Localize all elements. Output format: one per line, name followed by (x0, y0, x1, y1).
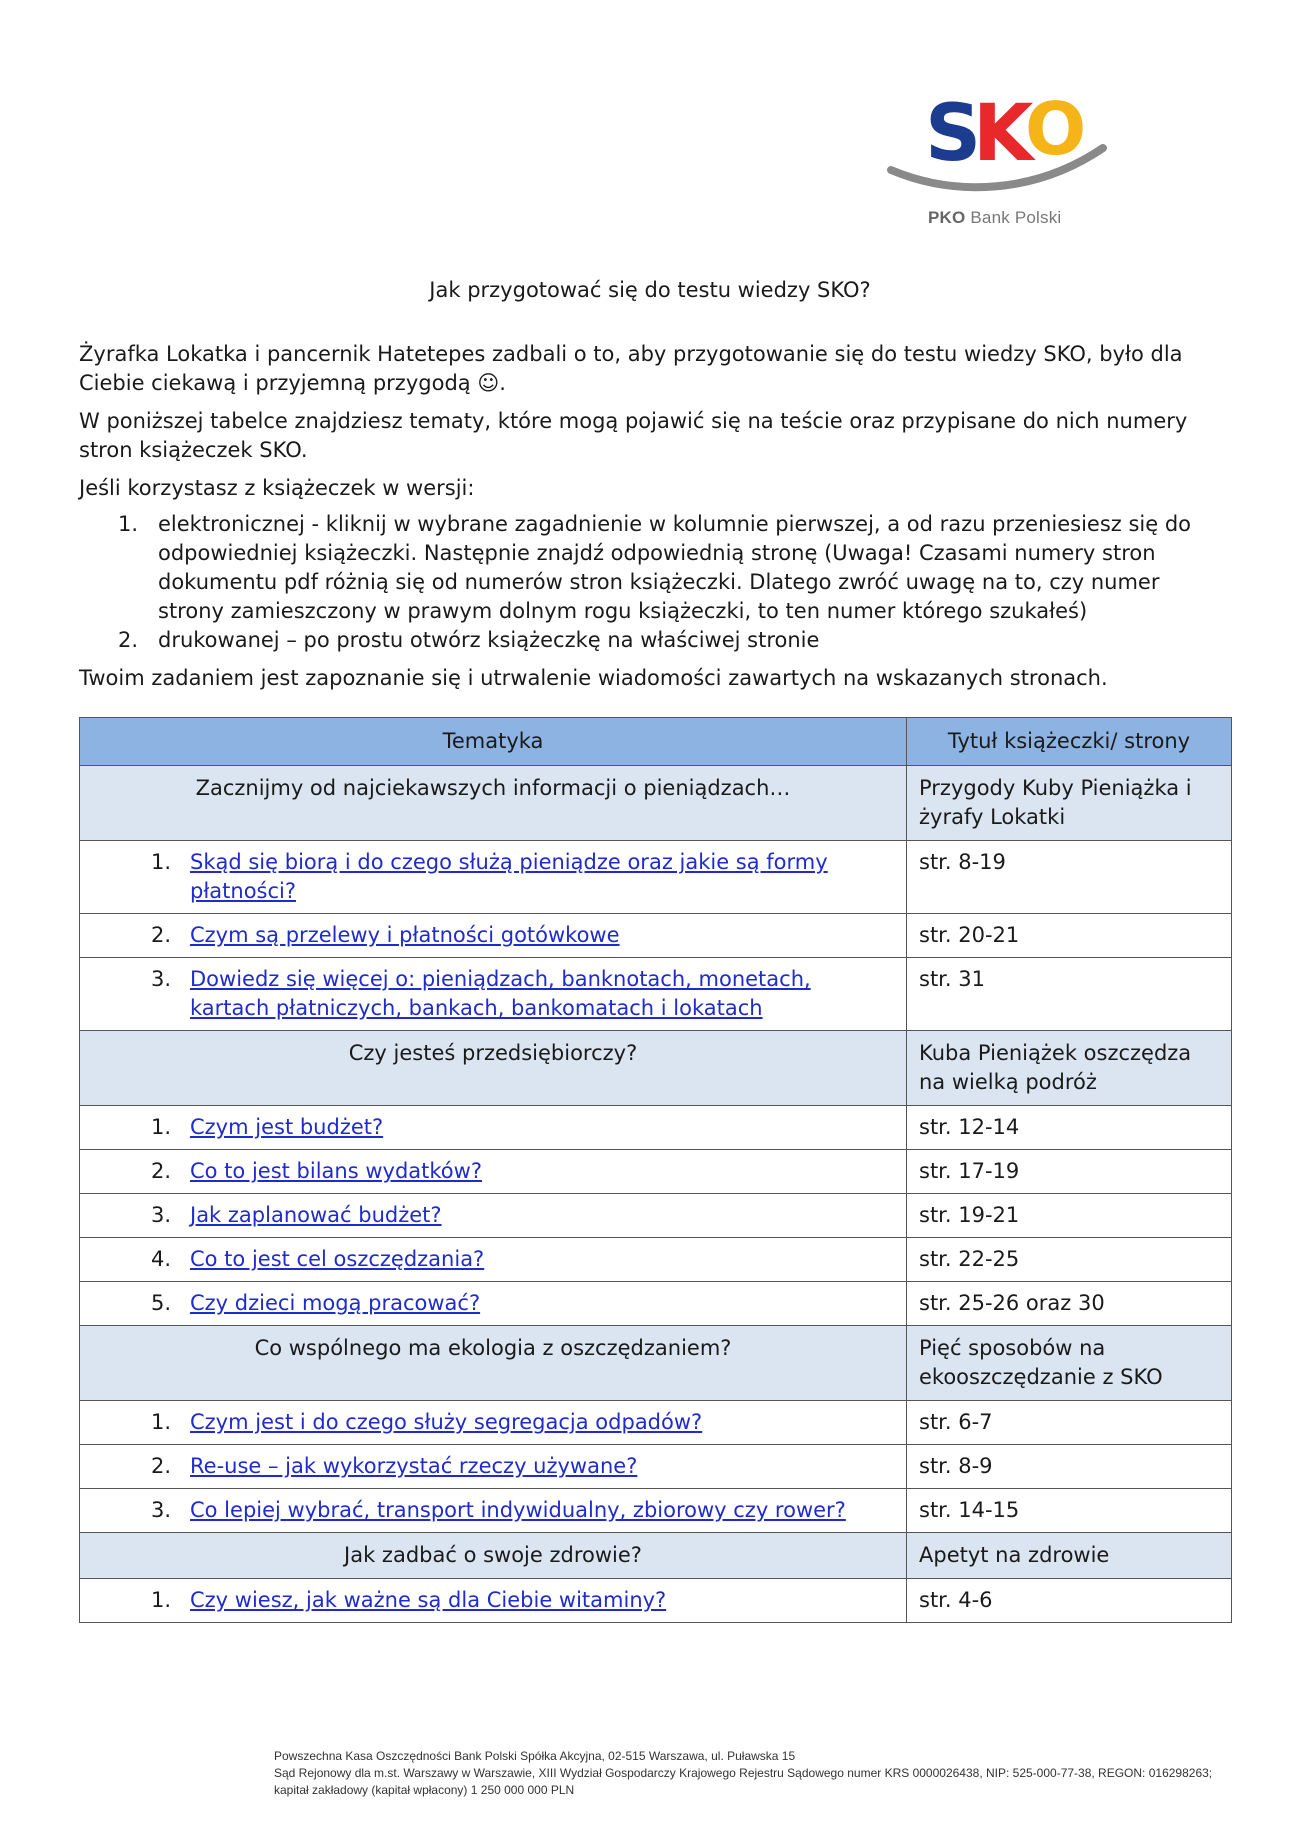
topic-cell (80, 1401, 907, 1445)
instruction-text: drukowanej – po prostu otwórz książeczkę na właściwej stronie (158, 628, 820, 652)
logo-tagline-bold: PKO (928, 208, 966, 227)
pages-cell: str. 4-6 (907, 1579, 1232, 1623)
topic-number: 1. (150, 1588, 171, 1612)
pages-cell: str. 20-21 (907, 914, 1232, 958)
pages-cell: str. 22-25 (907, 1238, 1232, 1282)
topic-cell (80, 1282, 907, 1326)
instruction-item (118, 626, 1218, 655)
topics-table (79, 717, 1232, 1623)
topic-link[interactable]: Skąd się biorą i do czego służą pieniądze oraz jakie są formy płatności? (190, 850, 828, 903)
pages-cell: str. 19-21 (907, 1194, 1232, 1238)
footer (274, 1748, 1234, 1799)
topic-cell (80, 841, 907, 914)
topic-link[interactable]: Jak zaplanować budżet? (190, 1203, 442, 1227)
pages-cell: str. 31 (907, 958, 1232, 1031)
pages-cell: str. 25-26 oraz 30 (907, 1282, 1232, 1326)
topic-cell (80, 1579, 907, 1623)
section-booklet-title: Przygody Kuby Pieniążka i żyrafy Lokatki (907, 766, 1232, 841)
topic-number: 2. (150, 1454, 171, 1478)
topic-cell (80, 1238, 907, 1282)
table-body (80, 766, 1232, 1623)
section-row (80, 1533, 1232, 1579)
topic-link[interactable]: Czym są przelewy i płatności gotówkowe (190, 923, 620, 947)
section-row (80, 766, 1232, 841)
footer-line-2: Sąd Rejonowy dla m.st. Warszawy w Warszawie, XIII Wydział Gospodarczy Krajowego Rejestru Sądowego numer KRS 0000026438, NIP: 525-000-77-38, REGON: 016298263; kapitał zakładowy (kapitał wpłacony) 1 250 000 000 PLN (274, 1766, 1213, 1797)
logo-tagline-rest: Bank Polski (965, 208, 1062, 227)
logo-letter-o: O (1025, 87, 1087, 171)
topic-number: 1. (150, 850, 171, 874)
pages-cell: str. 14-15 (907, 1489, 1232, 1533)
section-row (80, 1031, 1232, 1106)
table-row (80, 958, 1232, 1031)
table-row (80, 1579, 1232, 1623)
topic-number: 2. (150, 1159, 171, 1183)
table-row (80, 1401, 1232, 1445)
topic-cell (80, 1489, 907, 1533)
table-header-row (80, 718, 1232, 766)
intro-paragraph-3: Jeśli korzystasz z książeczek w wersji: (79, 476, 475, 500)
table-row (80, 1282, 1232, 1326)
pages-cell: str. 8-19 (907, 841, 1232, 914)
section-topic: Czy jesteś przedsiębiorczy? (80, 1031, 907, 1106)
topic-cell (80, 1445, 907, 1489)
table-row (80, 841, 1232, 914)
footer-line-1: Powszechna Kasa Oszczędności Bank Polski Spółka Akcyjna, 02-515 Warszawa, ul. Puławska 15 (274, 1749, 796, 1763)
sko-logo-graphic (885, 82, 1115, 207)
pages-cell: str. 6-7 (907, 1401, 1232, 1445)
instructions-list (118, 510, 1218, 655)
table-row (80, 914, 1232, 958)
pages-cell: str. 12-14 (907, 1106, 1232, 1150)
table-row (80, 1489, 1232, 1533)
instruction-text: elektronicznej - kliknij w wybrane zagadnienie w kolumnie pierwszej, a od razu przeniesiesz się do odpowiedniej książeczki. Następnie znajdź odpowiednią stronę (Uwaga! Czasami numery stron dokumentu pdf różnią się od numerów stron książeczki. Dlatego zwróć uwagę na to, czy numer strony zamieszczony w prawym dolnym rogu książeczki, to ten numer którego szukałeś) (158, 512, 1192, 623)
table-row (80, 1445, 1232, 1489)
table-row (80, 1194, 1232, 1238)
topic-cell (80, 958, 907, 1031)
topic-link[interactable]: Co lepiej wybrać, transport indywidualny, zbiorowy czy rower? (190, 1498, 846, 1522)
instruction-number: 1. (118, 512, 139, 536)
topic-cell (80, 1106, 907, 1150)
table-row (80, 1106, 1232, 1150)
topic-number: 1. (150, 1115, 171, 1139)
pages-cell: str. 8-9 (907, 1445, 1232, 1489)
topic-number: 3. (150, 1498, 171, 1522)
logo-letter-k: K (973, 89, 1034, 179)
page-title: Jak przygotować się do testu wiedzy SKO? (429, 278, 871, 302)
header-topic: Tematyka (80, 718, 907, 766)
topic-number: 1. (150, 1410, 171, 1434)
topic-link[interactable]: Dowiedz się więcej o: pieniądzach, banknotach, monetach, kartach płatniczych, bankach, bankomatach i lokatach (190, 967, 811, 1020)
intro-paragraph-2: W poniższej tabelce znajdziesz tematy, które mogą pojawić się na teście oraz przypisane do nich numery stron książeczek SKO. (79, 409, 1188, 462)
closing-paragraph: Twoim zadaniem jest zapoznanie się i utrwalenie wiadomości zawartych na wskazanych stronach. (79, 666, 1108, 690)
section-booklet-title: Pięć sposobów na ekooszczędzanie z SKO (907, 1326, 1232, 1401)
topic-number: 5. (150, 1291, 171, 1315)
logo-tagline (928, 208, 1061, 228)
topic-link[interactable]: Czym jest budżet? (190, 1115, 384, 1139)
topic-cell (80, 1150, 907, 1194)
topic-link[interactable]: Czy wiesz, jak ważne są dla Ciebie witaminy? (190, 1588, 667, 1612)
section-topic: Zacznijmy od najciekawszych informacji o pieniądzach… (80, 766, 907, 841)
section-topic: Jak zadbać o swoje zdrowie? (80, 1533, 907, 1579)
table-row (80, 1150, 1232, 1194)
section-topic: Co wspólnego ma ekologia z oszczędzaniem? (80, 1326, 907, 1401)
section-booklet-title: Kuba Pieniążek oszczędza na wielką podróż (907, 1031, 1232, 1106)
header-booklet: Tytuł książeczki/ strony (907, 718, 1232, 766)
topic-link[interactable]: Co to jest bilans wydatków? (190, 1159, 482, 1183)
topic-link[interactable]: Czy dzieci mogą pracować? (190, 1291, 481, 1315)
section-booklet-title: Apetyt na zdrowie (907, 1533, 1232, 1579)
topic-link[interactable]: Co to jest cel oszczędzania? (190, 1247, 485, 1271)
logo-letter-s: S (925, 89, 982, 179)
instruction-item (118, 510, 1218, 626)
topic-cell (80, 914, 907, 958)
table-row (80, 1238, 1232, 1282)
topic-number: 4. (150, 1247, 171, 1271)
intro-paragraph-1: Żyrafka Lokatka i pancernik Hatetepes zadbali o to, aby przygotowanie się do testu wiedzy SKO, było dla Ciebie ciekawą i przyjemną przygodą ☺. (79, 342, 1183, 395)
instruction-number: 2. (118, 628, 139, 652)
topic-cell (80, 1194, 907, 1238)
topic-number: 2. (150, 923, 171, 947)
pages-cell: str. 17-19 (907, 1150, 1232, 1194)
section-row (80, 1326, 1232, 1401)
topic-number: 3. (150, 1203, 171, 1227)
topic-link[interactable]: Re-use – jak wykorzystać rzeczy używane? (190, 1454, 638, 1478)
topic-link[interactable]: Czym jest i do czego służy segregacja odpadów? (190, 1410, 703, 1434)
topic-number: 3. (150, 967, 171, 991)
